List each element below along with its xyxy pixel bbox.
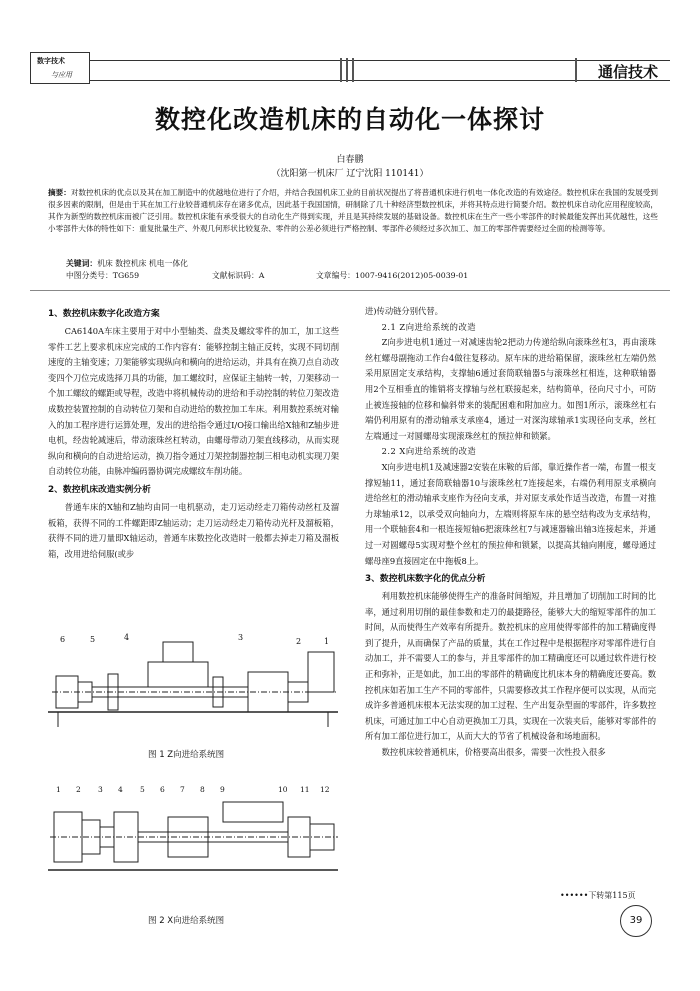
fig1-label: 3 <box>238 633 244 642</box>
journal-logo <box>30 52 90 84</box>
fig2-label: 1 <box>56 785 61 794</box>
section-2-heading: 2、数控机床改造实例分析 <box>48 484 151 495</box>
section-title: 通信技术 <box>597 63 658 81</box>
fig1-label: 1 <box>324 637 330 646</box>
continued-note: ••••••下转第115页 <box>560 891 636 900</box>
fig2-label: 8 <box>200 785 205 794</box>
header-rule-top <box>30 60 670 61</box>
fig1-label: 2 <box>296 637 302 646</box>
article-number: 文章编号：1007-9416(2012)05-0039-01 <box>316 271 469 280</box>
keywords <box>66 258 188 269</box>
fig2-label: 10 <box>278 785 288 794</box>
section-1-paragraph: CA6140A车床主要用于对中小型轴类、盘类及螺纹零件的加工，加工这些零件工艺上要求机床应完成的工作内容有：能够控制主轴正反转，实现不同切削速度的主轴变速；刀架能够实现纵向和横向的进给运动，并具有在换刀点自动改变四个刀位完成选择刀具的功能，加工螺纹时，应保证主轴转一转，刀架移动一个加工螺纹的螺距或导程，改造中将机械传动的进给和手动控制的转位刀架改造成数控装置控制的自动转位刀架和自动进给的数控加工车床。利用数控系统对输入的加工程序进行运算处理，发出的进给指令通过I/O接口输出给X轴和Z轴步进电机，经齿轮减速后，带动滚珠丝杠转动，由螺母带动刀架直线移动，从而实现纵向和横向的自动进给运动，换刀指令通过刀架控制器控制三相电动机实现刀架自动转位功能，由脉冲编码器协调完成螺纹车削功能。 <box>48 326 339 477</box>
document-code: 文献标识码：A <box>212 271 265 280</box>
fig1-label: 4 <box>124 633 130 642</box>
article-title: 数控化改造机床的自动化一体探讨 <box>154 105 545 134</box>
section-2-paragraph-cont: 进)传动链分别代替。 <box>365 306 443 316</box>
header-divider-2 <box>346 58 348 82</box>
header-rule-bottom <box>30 80 670 81</box>
section-3-heading: 3、数控机床数字化的优点分析 <box>365 574 486 585</box>
section-1-heading: 1、数控机床数字化改造方案 <box>48 309 160 319</box>
logo-line1: 数字技术 <box>37 56 65 65</box>
section-3-paragraph: 利用数控机床能够使得生产的准备时间缩短，并且增加了切削加工时间的比率，通过利用切削的最佳参数和走刀的最捷路径，能够大大的缩短零部件的加工时间，从而使得生产效率有所提升。数控机床的应用使得零部件的加工精确度得到了提升，从而确保了产品的质量，其在工作过程中是根据程序对零部件进行自动加工，并不需要人工的参与，并且零部件的加工精确度还可以通过软件进行校正和弥补，正是如此，加工出的零部件的精确度比机床本身的精确度还要高。数控机床如若加工生产不同的零部件，只需要修改其工作程序便可以实现，从而完成许多普通机床根本无法实现的加工过程、生产出复杂型面的零部件，许多数控机床，可通过加工中心自动更换加工刀具，实现在一次装夹后，能够对零部件的所有加工部位进行加工，从而大大的节省了机械设备和场地面积。 <box>365 591 656 742</box>
section-2-paragraph: 普通车床的X轴和Z轴均由同一电机驱动，走刀运动经走刀箱传动丝杠及溜板箱，获得不同的工件螺距即Z轴运动；走刀运动经走刀箱传动光杆及溜板箱，获得不同的进刀量即X轴运动，普通车床数控化改造时一般都去掉走刀箱及溜板箱，改用进给伺服(或步 <box>48 501 339 559</box>
fig2-label: 2 <box>76 785 81 794</box>
logo-line2: 与应用 <box>51 71 72 79</box>
header-divider-4 <box>575 58 577 82</box>
section-2-2-heading: 2.2 X向进给系统的改造 <box>381 446 477 457</box>
right-column <box>365 304 656 761</box>
fig2-label: 5 <box>140 785 145 794</box>
fig2-label: 3 <box>98 785 103 794</box>
author: 白春鹏 <box>336 155 364 165</box>
section-2-1-heading: 2.1 Z向进给系统的改造 <box>381 321 477 332</box>
figure-1-caption: 图 1 Z向进给系统图 <box>148 750 225 760</box>
keywords-text: 机床 数控机床 机电一体化 <box>97 259 188 268</box>
figure-2-drawing <box>48 772 339 907</box>
fig1-label: 5 <box>90 635 96 644</box>
fig1-label: 6 <box>60 635 66 644</box>
header-divider-3 <box>352 58 354 82</box>
section-3-paragraph-2: 数控机床较普通机床，价格要高出很多，需要一次性投入很多 <box>381 747 606 758</box>
left-column <box>48 304 339 562</box>
abstract-text: 对数控机床的优点以及其在加工制造中的优越地位进行了介绍，并结合我国机床工业的目前状况提出了将普通机床进行机电一体化改造的有效途径。数控机床在我国的发展受到很多因素的限制，但是由于其在加工行业较普通机床存在诸多优点，因此基于我国国情，研制除了几十种经济型数控机床，并将其特点进行简要介绍。数控机床自动化应用程度较高，其作为新型的数控机床而被广泛引用。数控机床能有承受很大的自动化生产得到实现，并且是其持续发展的基础设备。数控机床在生产一些小零部件的时候最能发挥出其优越性，这些小零部件大体的特性如下：重复批量生产、外观几何形状比较复杂、零件的公差必须进行严格控制、零部件必须经过多次加工、加工的零部件需要经过全面的检测等等。 <box>48 188 659 233</box>
fig2-label: 12 <box>320 785 330 794</box>
section-2-1-paragraph: Z向步进电机1通过一对减速齿轮2把动力传递给纵向滚珠丝杠3，再由滚珠丝杠螺母副拖动工作台4做往复移动。原车床的进给箱保留，滚珠丝杠左端仍然采用原固定支承结构，支撑轴6通过套筒联轴器5与滚珠丝杠相连，这种联轴器用2个互相垂直的锥销将支撑轴与丝杠联接起来，结构简单，径向尺寸小，可防止被连接轴的位移和偏斜带来的装配困难和附加应力。如图1所示，滚珠丝杠右端仍利用原有的滑动轴承支承座4，通过一对深沟球轴承1实现径向支承，丝杠左端通过一对圆螺母实现滚珠丝杠的预拉伸和锁紧。 <box>365 337 656 441</box>
fig2-label: 4 <box>118 785 123 794</box>
fig2-label: 6 <box>160 785 165 794</box>
abstract-label: 摘要： <box>48 188 71 197</box>
page-number: 39 <box>620 905 652 937</box>
fig2-label: 9 <box>220 785 225 794</box>
fig2-label: 11 <box>300 785 310 794</box>
section-2-2-paragraph: X向步进电机1及减速器2安装在床鞍的后部，靠近操作者一端，布置一根支撑短轴11，通过套筒联轴器10与滚珠丝杠7连接起来，右端仍利用原支承横向进给丝杠的滑动轴承支座作为径向支承，并对原支承处作适当改造，布置一对推力球轴承12，以承受双向轴向力，左端则将原车床的悬空结构改为支承结构，用一个联轴套4和一根连接短轴6把滚珠丝杠7与减速器输出轴3连接起来，并通过一对圆螺母5实现对整个丝杠的预拉伸和锁紧，以提高其轴向刚度，螺母通过螺母座9直接固定在中拖板8上。 <box>365 461 656 566</box>
abstract <box>48 187 658 235</box>
clc-number: 中图分类号：TG659 <box>66 271 140 280</box>
fig2-label: 7 <box>180 785 185 794</box>
keywords-label: 关键词： <box>66 259 98 268</box>
affiliation: （沈阳第一机床厂 辽宁沈阳 110141） <box>271 169 429 179</box>
header-divider-1 <box>340 58 342 82</box>
meta-rule <box>30 290 670 291</box>
figure-1-drawing <box>48 632 339 742</box>
figure-2-caption: 图 2 X向进给系统图 <box>148 916 225 926</box>
